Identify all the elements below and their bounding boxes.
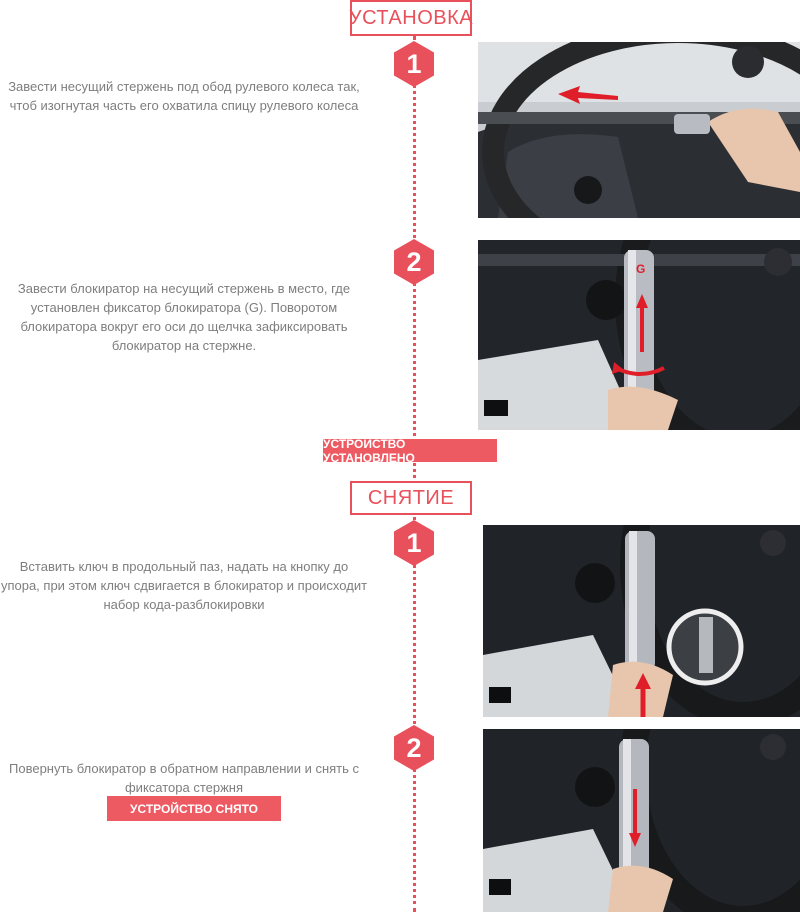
remove-step-1-number: 1 [406,527,422,558]
install-step-1-badge [390,40,438,88]
remove-step-1-photo [483,525,800,717]
remove-step-2-text: Повернуть блокиратор в обратном направлении и снять с фиксатора стержня [9,761,359,795]
install-step-2-text: Завести блокиратор на несущий стержень в место, где установлен фиксатор блокиратора (G). Поворотом блокиратора вокруг его оси до щелчка зафиксировать блокиратор на стержне. [17,281,351,353]
remove-step-1-text: Вставить ключ в продольный паз, надать на кнопку до упора, при этом ключ сдвигается в блокиратор и происходит набор кода-разблокировки [0,559,368,612]
install-photo-marker-g: G [636,262,646,276]
install-step-1-number: 1 [406,48,422,79]
remove-section-title: СНЯТИЕ [350,481,472,515]
remove-step-2-badge [390,724,438,772]
remove-result-banner: УСТРОЙСТВО СНЯТО [107,796,281,821]
timeline-dotted-line [413,36,416,912]
install-result-banner: УСТРОЙСТВО УСТАНОВЛЕНО [323,439,497,462]
install-step-2-photo [478,240,800,430]
remove-step-2-number: 2 [406,732,422,763]
install-step-2-number: 2 [406,246,422,277]
install-step-1-text: Завести несущий стержень под обод рулевого колеса так, чтоб изогнутая часть его охватила спицу рулевого колеса [8,79,360,113]
install-step-1-photo [478,42,800,218]
remove-step-2-photo [483,729,800,912]
install-section-title: УСТАНОВКА [350,0,472,36]
remove-step-1-badge [390,519,438,567]
install-step-2-badge [390,238,438,286]
